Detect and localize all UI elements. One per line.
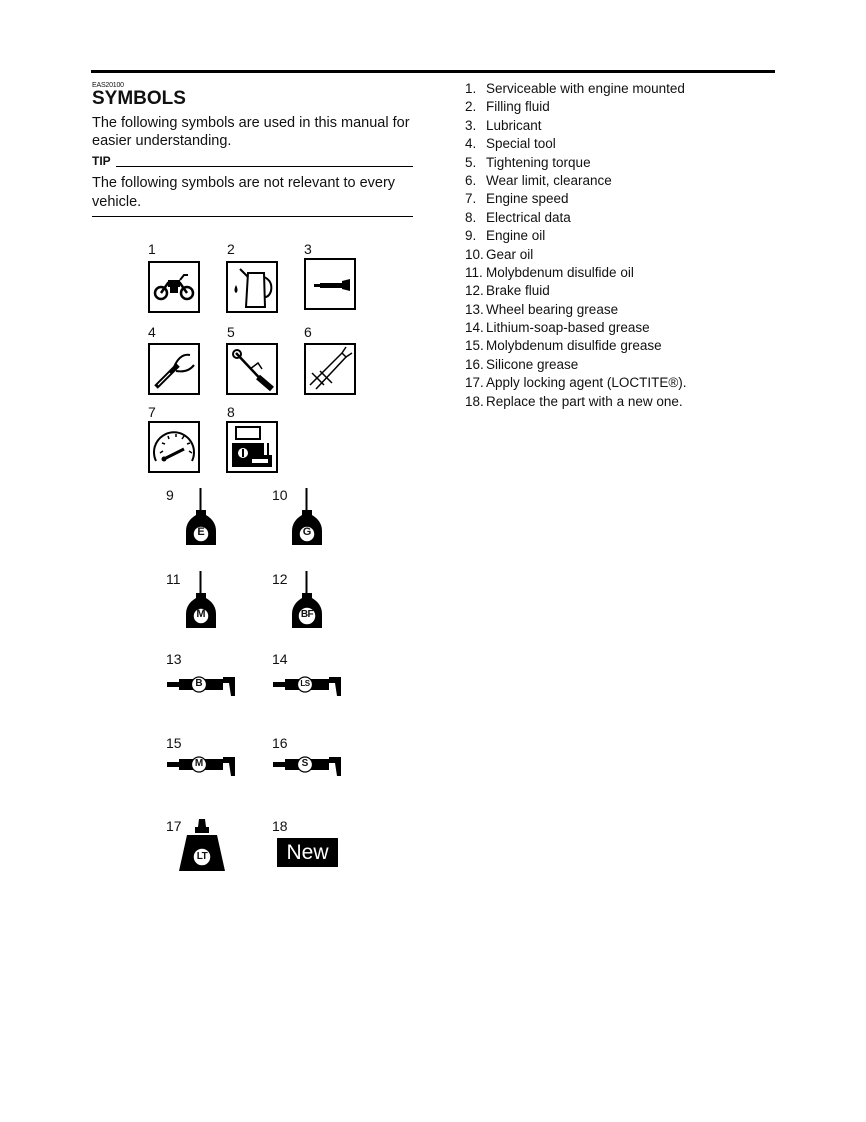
legend-item: 1. Serviceable with engine mounted — [465, 81, 685, 96]
symbol-number-16: 16 — [272, 735, 288, 751]
silicone-grease-letter: S — [301, 758, 309, 769]
symbol-number-9: 9 — [166, 487, 174, 503]
top-rule — [91, 70, 775, 73]
symbol-number-15: 15 — [166, 735, 182, 751]
legend-item: 17. Apply locking agent (LOCTITE®). — [465, 375, 687, 391]
legend-item: 15. Molybdenum disulfide grease — [465, 338, 662, 354]
wheel-bearing-grease-letter: B — [195, 678, 203, 689]
locking-agent-letter: LT — [196, 851, 208, 862]
legend-item: 4. Special tool — [465, 136, 556, 152]
caliper-icon — [304, 343, 356, 395]
symbol-number-8: 8 — [227, 404, 235, 420]
motorcycle-icon — [148, 261, 200, 313]
legend-item: 8. Electrical data — [465, 209, 571, 225]
legend-item: 7. Engine speed — [465, 191, 569, 207]
symbol-number-14: 14 — [272, 651, 288, 667]
wheel-bearing-grease-icon — [167, 673, 237, 697]
lithium-grease-letter: LS — [300, 679, 310, 688]
symbol-number-1: 1 — [148, 241, 156, 257]
engine-oil-letter: E — [197, 526, 205, 538]
symbol-number-18: 18 — [272, 818, 288, 834]
symbol-number-7: 7 — [148, 404, 156, 420]
tip-header — [92, 154, 413, 168]
electrical-tester-icon — [226, 421, 278, 473]
filling-fluid-icon — [226, 261, 278, 313]
tip-divider — [116, 166, 413, 167]
lubricant-icon — [304, 258, 356, 310]
symbol-number-10: 10 — [272, 487, 288, 503]
legend-item: 12. Brake fluid — [465, 283, 550, 299]
legend-item: 6. Wear limit, clearance — [465, 172, 612, 188]
section-code: EAS20100 — [92, 82, 124, 89]
legend-item: 16. Silicone grease — [465, 356, 579, 372]
silicone-grease-icon — [273, 753, 343, 777]
legend-item: 3. Lubricant — [465, 117, 542, 133]
symbol-number-12: 12 — [272, 571, 288, 587]
symbol-number-11: 11 — [166, 571, 181, 587]
new-part-badge: New — [277, 838, 338, 867]
brake-fluid-icon — [292, 570, 322, 630]
symbol-number-13: 13 — [166, 651, 182, 667]
symbol-number-3: 3 — [304, 241, 312, 257]
symbol-number-4: 4 — [148, 324, 156, 340]
symbol-number-5: 5 — [227, 324, 235, 340]
legend-item: 13. Wheel bearing grease — [465, 301, 619, 317]
symbol-legend — [465, 81, 687, 412]
locking-agent-icon — [179, 817, 225, 873]
engine-oil-icon — [186, 487, 216, 547]
brake-fluid-letter: BF — [300, 609, 314, 620]
legend-item: 14. Lithium-soap-based grease — [465, 320, 650, 336]
tip-end-divider — [92, 216, 413, 217]
torque-wrench-icon — [226, 343, 278, 395]
page-title: SYMBOLS — [92, 88, 186, 109]
gear-oil-letter: G — [302, 526, 312, 538]
tip-label: TIP — [92, 154, 111, 168]
symbol-number-17: 17 — [166, 818, 182, 834]
gear-oil-icon — [292, 487, 322, 547]
legend-item: 10. Gear oil — [465, 246, 534, 262]
molybdenum-oil-icon — [186, 570, 216, 630]
special-tool-icon — [148, 343, 200, 395]
lithium-grease-icon — [273, 673, 343, 697]
symbol-number-6: 6 — [304, 324, 312, 340]
intro-text: The following symbols are used in this manual for easier understanding. — [92, 115, 410, 149]
legend-item: 9. Engine oil — [465, 228, 546, 244]
symbol-number-2: 2 — [227, 241, 235, 257]
molybdenum-grease-icon — [167, 753, 237, 777]
legend-item: 5. Tightening torque — [465, 154, 591, 170]
molybdenum-grease-letter: M — [194, 758, 204, 769]
tachometer-icon — [148, 421, 200, 473]
legend-item: 2. Filling fluid — [465, 99, 550, 115]
tip-text: The following symbols are not relevant to every vehicle. — [92, 175, 396, 210]
legend-item: 11. Molybdenum disulfide oil — [465, 264, 634, 280]
legend-item: 18. Replace the part with a new one. — [465, 393, 683, 409]
molybdenum-oil-letter: M — [196, 608, 206, 620]
